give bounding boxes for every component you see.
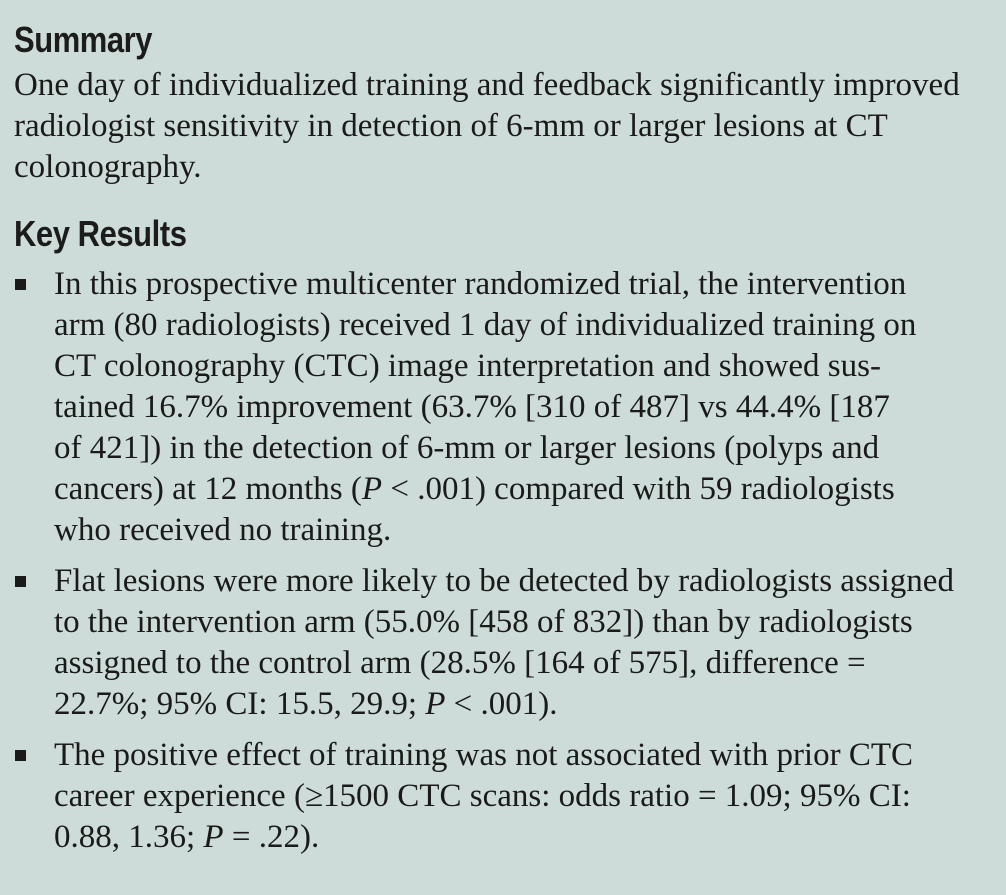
key-result-line: CT colonography (CTC) image interpretation and showed sus- [54,348,881,384]
key-results-heading: Key Results [14,213,187,254]
summary-line: radiologist sensitivity in detection of 6-mm or larger lesions at CT [14,108,888,144]
key-result-line: In this prospective multicenter randomized trial, the intervention [54,266,907,302]
p-value-symbol: P [361,471,383,507]
square-bullet-icon [15,279,26,290]
square-bullet-icon [15,750,26,761]
p-value-symbol: P [425,686,446,722]
key-results-list [14,264,994,858]
summary-box [14,0,994,868]
key-result-line: 0.88, 1.36; P = .22). [54,819,320,855]
key-result-line: tained 16.7% improvement (63.7% [310 of 487] vs 44.4% [187 [54,389,890,425]
square-bullet-icon [15,576,26,587]
key-result-line: who received no training. [54,512,392,548]
key-result-line: career experience (≥1500 CTC scans: odds ratio = 1.09; 95% CI: [54,778,911,814]
summary-line: One day of individualized training and feedback significantly improved [14,67,960,103]
key-result-line: Flat lesions were more likely to be detected by radiologists assigned [54,563,954,599]
summary-line: colonography. [14,149,202,185]
key-result-line: cancers) at 12 months (P < .001) compared with 59 radiologists [54,471,895,507]
key-result-item [14,264,994,551]
key-result-item [14,735,994,858]
key-result-line: of 421]) in the detection of 6-mm or larger lesions (polyps and [54,430,880,466]
key-result-line: arm (80 radiologists) received 1 day of individualized training on [54,307,917,343]
key-result-item [14,561,994,725]
key-result-line: assigned to the control arm (28.5% [164 of 575], difference = [54,645,866,681]
key-result-line: 22.7%; 95% CI: 15.5, 29.9; P < .001). [54,686,558,722]
summary-text [14,65,994,188]
key-result-line: to the intervention arm (55.0% [458 of 832]) than by radiologists [54,604,913,640]
summary-heading: Summary [14,19,153,60]
key-result-line: The positive effect of training was not associated with prior CTC [54,737,914,773]
p-value-symbol: P [203,819,224,855]
